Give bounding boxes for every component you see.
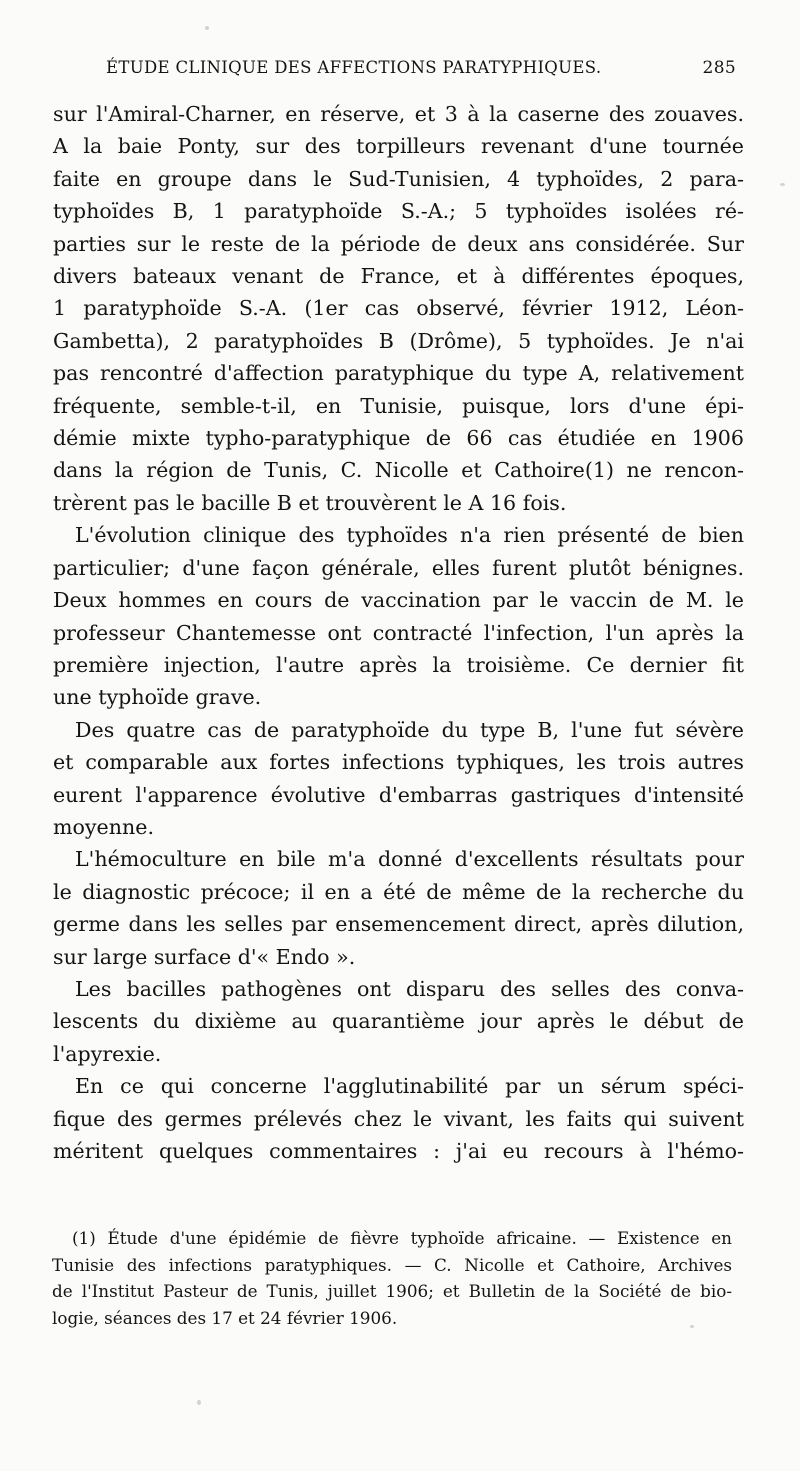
text-line: Les bacilles pathogènes ont disparu des selles des conva- bbox=[75, 976, 744, 1001]
footnote-line: logie, séances des 17 et 24 février 1906. bbox=[52, 1308, 398, 1329]
text-line: En ce qui concerne l'agglutinabilité par un sérum spéci- bbox=[75, 1074, 744, 1099]
text-line: A la baie Ponty, sur des torpilleurs revenant d'une tournée bbox=[53, 134, 744, 159]
text-line: une typhoïde grave. bbox=[53, 685, 262, 710]
footnote bbox=[52, 1225, 732, 1332]
scan-speck bbox=[780, 183, 785, 186]
text-line: démie mixte typho-paratyphique de 66 cas étudiée en 1906 bbox=[53, 426, 744, 451]
text-line: première injection, l'autre après la troisième. Ce dernier fit bbox=[53, 652, 744, 677]
text-line: parties sur le reste de la période de deux ans considérée. Sur bbox=[53, 231, 744, 256]
body-text bbox=[53, 98, 744, 1167]
text-line: 1 paratyphoïde S.-A. (1er cas observé, février 1912, Léon- bbox=[53, 296, 744, 321]
text-line: et comparable aux fortes infections typhiques, les trois autres bbox=[53, 750, 744, 775]
scan-speck bbox=[690, 1325, 694, 1328]
text-line: fique des germes prélevés chez le vivant, les faits qui suivent bbox=[53, 1106, 744, 1131]
text-line: trèrent pas le bacille B et trouvèrent le A 16 fois. bbox=[53, 490, 567, 515]
text-line: eurent l'apparence évolutive d'embarras gastriques d'intensité bbox=[53, 782, 744, 807]
text-line: le diagnostic précoce; il en a été de même de la recherche du bbox=[53, 879, 744, 904]
page-number: 285 bbox=[702, 58, 736, 78]
text-line: particulier; d'une façon générale, elles furent plutôt bénignes. bbox=[53, 555, 744, 580]
text-line: Des quatre cas de paratyphoïde du type B, l'une fut sévère bbox=[75, 717, 744, 742]
text-line: faite en groupe dans le Sud-Tunisien, 4 typhoïdes, 2 para- bbox=[53, 166, 744, 191]
text-line: l'apyrexie. bbox=[53, 1041, 162, 1066]
scan-speck bbox=[205, 26, 209, 30]
text-line: sur l'Amiral-Charner, en réserve, et 3 à la caserne des zouaves. bbox=[53, 102, 744, 126]
text-line: dans la région de Tunis, C. Nicolle et Cathoire(1) ne rencon- bbox=[53, 458, 744, 483]
text-line: professeur Chantemesse ont contracté l'infection, l'un après la bbox=[53, 620, 744, 645]
text-line: germe dans les selles par ensemencement direct, après dilution, bbox=[53, 912, 744, 937]
footnote-line: Tunisie des infections paratyphiques. — C. Nicolle et Cathoire, Archives bbox=[52, 1254, 732, 1275]
footnote-line: de l'Institut Pasteur de Tunis, juillet 1906; et Bulletin de la Société de bio- bbox=[52, 1281, 732, 1302]
text-line: moyenne. bbox=[53, 814, 155, 839]
running-head bbox=[40, 58, 736, 98]
text-line: fréquente, semble-t-il, en Tunisie, puisque, lors d'une épi- bbox=[53, 393, 744, 418]
text-line: lescents du dixième au quarantième jour après le début de bbox=[53, 1009, 744, 1034]
text-line: Deux hommes en cours de vaccination par le vaccin de M. le bbox=[53, 588, 744, 613]
text-line: L'hémoculture en bile m'a donné d'excellents résultats pour bbox=[75, 847, 744, 872]
text-line: divers bateaux venant de France, et à différentes époques, bbox=[53, 264, 744, 289]
text-line: sur large surface d'« Endo ». bbox=[53, 944, 356, 969]
text-line: L'évolution clinique des typhoïdes n'a rien présenté de bien bbox=[75, 523, 744, 548]
text-line: Gambetta), 2 paratyphoïdes B (Drôme), 5 typhoïdes. Je n'ai bbox=[53, 328, 744, 353]
scan-speck bbox=[197, 1400, 201, 1405]
text-line: méritent quelques commentaires : j'ai eu recours à l'hémo- bbox=[53, 1139, 744, 1163]
running-head-title: ÉTUDE CLINIQUE DES AFFECTIONS PARATYPHIQUES. bbox=[106, 58, 602, 77]
text-line: pas rencontré d'affection paratyphique du type A, relativement bbox=[53, 361, 744, 386]
footnote-line: (1) Étude d'une épidémie de fièvre typhoïde africaine. — Existence en bbox=[72, 1228, 732, 1248]
text-line: typhoïdes B, 1 paratyphoïde S.-A.; 5 typhoïdes isolées ré- bbox=[53, 199, 744, 224]
